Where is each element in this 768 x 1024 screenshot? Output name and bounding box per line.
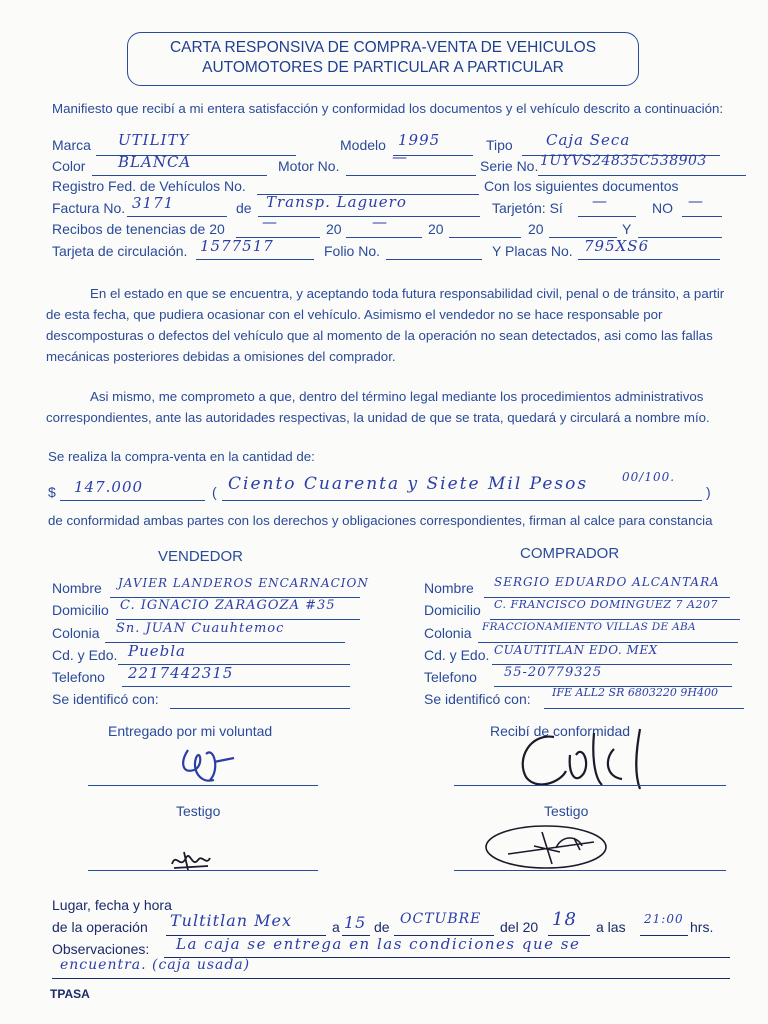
- buyer-identifico: IFE ALL2 SR 6803220 9H400: [552, 686, 718, 699]
- recibos-20-b: 20: [326, 221, 342, 237]
- modelo-value: 1995: [398, 131, 441, 149]
- motor-label: Motor No.: [278, 158, 340, 174]
- hrs-label: hrs.: [690, 919, 714, 935]
- buyer-telefono-label: Telefono: [424, 669, 477, 685]
- buyer-witness-signature: [482, 822, 612, 872]
- recibos-label: Recibos de tenencias de 20: [52, 221, 225, 237]
- tarjeton-si-value: —: [592, 192, 608, 210]
- operacion-label: de la operación: [52, 919, 148, 935]
- amount-label: Se realiza la compra-venta en la cantidad de:: [48, 449, 315, 464]
- intro-text: Manifiesto que recibí a mi entera satisfacción y conformidad los documentos y el vehículo descrito a continuación:: [52, 101, 724, 116]
- anio-value: 18: [552, 909, 577, 930]
- marca-value: UTILITY: [118, 131, 190, 149]
- recibos-20-c: 20: [428, 221, 444, 237]
- hora-label: a las: [596, 919, 626, 935]
- amount-cents: 00/100.: [622, 470, 676, 484]
- tarjeta-value: 1577517: [200, 237, 274, 255]
- tipo-label: Tipo: [486, 137, 513, 153]
- buyer-cd-label: Cd. y Edo.: [424, 647, 490, 663]
- dia-value: 15: [344, 913, 367, 932]
- document-title: [127, 32, 639, 86]
- serie-label: Serie No.: [480, 158, 539, 174]
- seller-telefono: 2217442315: [128, 664, 234, 682]
- amount-currency: $: [48, 484, 56, 500]
- buyer-nombre: SERGIO EDUARDO ALCANTARA: [494, 575, 720, 589]
- observaciones-label: Observaciones:: [52, 941, 150, 957]
- folio-label: Folio No.: [324, 243, 381, 259]
- placas-value: 795XS6: [584, 237, 650, 255]
- buyer-domicilio: C. FRANCISCO DOMINGUEZ 7 A207: [494, 598, 718, 611]
- seller-signature: [170, 740, 250, 790]
- seller-testigo-label: Testigo: [176, 803, 221, 819]
- amount-number: 147.000: [74, 478, 144, 496]
- seller-domicilio: C. IGNACIO ZARAGOZA #35: [120, 598, 336, 613]
- hora-value: 21:00: [644, 912, 684, 926]
- lugar-label: Lugar, fecha y hora: [52, 897, 172, 913]
- buyer-testigo-label: Testigo: [544, 803, 589, 819]
- buyer-heading: COMPRADOR: [520, 545, 620, 562]
- seller-nombre-label: Nombre: [52, 580, 102, 596]
- serie-value: 1UYVS24835C538903: [540, 153, 707, 169]
- anio-label: del 20: [500, 919, 539, 935]
- buyer-nombre-label: Nombre: [424, 580, 474, 596]
- fecha-de-label: de: [374, 919, 390, 935]
- seller-domicilio-label: Domicilio: [52, 602, 109, 618]
- entregado-label: Entregado por mi voluntad: [108, 723, 273, 739]
- marca-label: Marca: [52, 137, 91, 153]
- agreement-text: de conformidad ambas partes con los derechos y obligaciones correspondientes, firman al calce para constancia: [48, 513, 713, 528]
- responsibility-paragraph: En el estado en que se encuentra, y aceptando toda futura responsabilidad civil, penal o de tránsito, a partir de esta fecha, que pudiera ocasionar con el vehículo. Asimismo el vendedor no se hace responsable por descomposturas o defectos del vehículo que al momento de la operación no sean detectados, asi como las fallas mecánicas posteriores debidas a omisiones del comprador.: [46, 286, 725, 364]
- buyer-identifico-label: Se identificó con:: [424, 691, 531, 707]
- amount-words: Ciento Cuarenta y Siete Mil Pesos: [228, 474, 589, 494]
- recibos-1-value: —: [262, 213, 278, 231]
- buyer-domicilio-label: Domicilio: [424, 602, 481, 618]
- buyer-colonia-label: Colonia: [424, 625, 472, 641]
- color-label: Color: [52, 158, 86, 174]
- tarjeta-label: Tarjeta de circulación.: [52, 243, 188, 259]
- factura-de-label: de: [236, 200, 252, 216]
- observaciones-line-1: La caja se entrega en las condiciones que se: [176, 935, 581, 953]
- seller-heading: VENDEDOR: [158, 548, 244, 565]
- tipo-value: Caja Seca: [546, 131, 631, 149]
- buyer-signature: [510, 715, 680, 795]
- seller-nombre: JAVIER LANDEROS ENCARNACION: [118, 576, 369, 590]
- registro-label: Registro Fed. de Vehículos No.: [52, 178, 246, 194]
- title-line-2: AUTOMOTORES DE PARTICULAR A PARTICULAR: [202, 59, 564, 76]
- seller-colonia: Sn. JUAN Cuauhtemoc: [116, 621, 285, 636]
- amount-close-paren: ): [706, 484, 711, 500]
- seller-cd: Puebla: [128, 642, 186, 660]
- mes-value: OCTUBRE: [400, 911, 482, 927]
- tarjeton-no-label: NO: [652, 200, 673, 216]
- tarjeton-no-value: —: [688, 192, 704, 210]
- commitment-paragraph: Asi mismo, me comprometo a que, dentro del término legal mediante los procedimientos administrativos correspondientes, ante las autoridades respectivas, la unidad de que se trata, quedará y circulará a nombre mío.: [46, 389, 710, 425]
- seller-colonia-label: Colonia: [52, 625, 100, 641]
- seller-telefono-label: Telefono: [52, 669, 105, 685]
- seller-cd-label: Cd. y Edo.: [52, 647, 118, 663]
- buyer-cd: CUAUTITLAN EDO. MEX: [494, 643, 658, 657]
- factura-de-value: Transp. Laguero: [266, 193, 407, 211]
- seller-identifico-label: Se identificó con:: [52, 691, 159, 707]
- recibos-y-label: Y: [622, 221, 632, 237]
- lugar-value: Tultitlan Mex: [170, 911, 292, 930]
- title-line-1: CARTA RESPONSIVA DE COMPRA-VENTA DE VEHICULOS: [169, 39, 597, 56]
- motor-value: —: [392, 148, 408, 166]
- factura-value: 3171: [132, 194, 175, 212]
- buyer-colonia: FRACCIONAMIENTO VILLAS DE ABA: [482, 621, 696, 633]
- recibos-20-d: 20: [528, 221, 544, 237]
- buyer-telefono: 55-20779325: [504, 665, 603, 680]
- amount-open-paren: (: [212, 484, 217, 500]
- recibi-label: Recibí de conformidad: [490, 723, 631, 739]
- placas-label: Y Placas No.: [492, 243, 573, 259]
- footer-code: TPASA: [50, 987, 90, 1001]
- fecha-a-label: a: [332, 919, 340, 935]
- color-value: BLANCA: [118, 153, 192, 171]
- observaciones-line-2: encuentra. (caja usada): [60, 957, 251, 973]
- recibos-2-value: —: [372, 213, 388, 231]
- documentos-label: Con los siguientes documentos: [484, 178, 679, 194]
- modelo-label: Modelo: [340, 137, 386, 153]
- factura-label: Factura No.: [52, 200, 126, 216]
- tarjeton-label: Tarjetón: Sí: [492, 200, 563, 216]
